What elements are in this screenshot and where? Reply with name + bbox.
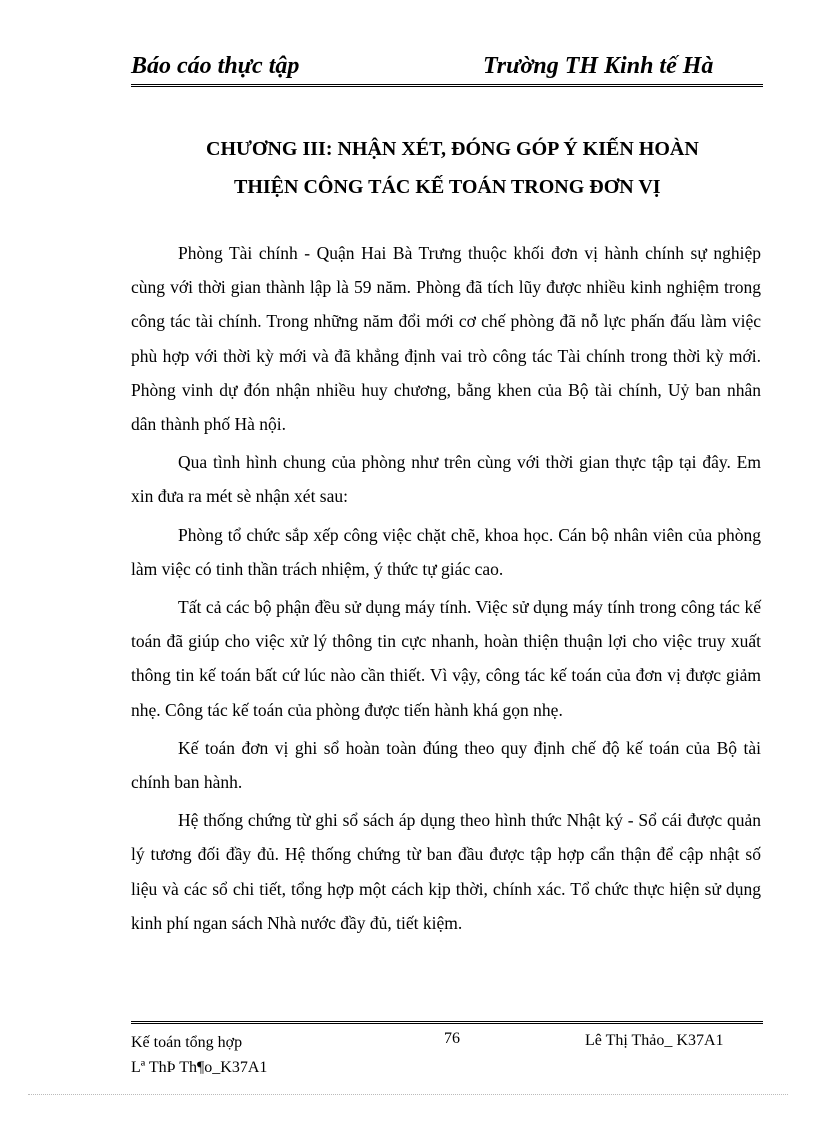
chapter-title xyxy=(140,130,780,206)
page-number: 76 xyxy=(444,1030,460,1047)
paragraph: Hệ thống chứng từ ghi sổ sách áp dụng theo hình thức Nhật ký - Sổ cái được quản lý tương đối đầy đủ. Hệ thống chứng từ ban đầu được tập hợp cẩn thận để cập nhật số liệu và các sổ chi tiết, tổng hợp một cách kịp thời, chính xác. Tổ chức thực hiện sử dụng kinh phí ngan sách Nhà nước đầy đủ, tiết kiệm. xyxy=(131,810,761,933)
paragraph: Kế toán đơn vị ghi sổ hoàn toàn đúng theo quy định chế độ kế toán của Bộ tài chính ban hành. xyxy=(131,737,761,793)
footer-left xyxy=(131,1030,267,1080)
page-bottom-divider xyxy=(28,1094,788,1095)
paragraph: Phòng tổ chức sắp xếp công việc chặt chẽ, khoa học. Cán bộ nhân viên của phòng làm việc có tinh thần trách nhiệm, ý thức tự giác cao. xyxy=(131,524,761,579)
paragraph: Tất cả các bộ phận đều sử dụng máy tính. Việc sử dụng máy tính trong công tác kế toán đã giúp cho việc xử lý thông tin cực nhanh, hoàn thiện thuận lợi cho việc truy xuất thông tin kế toán bất cứ lúc nào cần thiết. Vì vậy, công tác kế toán của đơn vị được giảm nhẹ. Công tác kế toán của phòng được tiến hành khá gọn nhẹ. xyxy=(131,597,761,720)
paragraph: Qua tình hình chung của phòng như trên cùng với thời gian thực tập tại đây. Em xin đưa ra mét sè nhận xét sau: xyxy=(131,452,761,507)
footer-department: Kế toán tổng hợp xyxy=(131,1034,243,1051)
footer-author-garbled: Lª ThÞ Th¶o_K37A1 xyxy=(131,1059,268,1076)
page-header xyxy=(131,50,763,87)
chapter-title-line-2: THIỆN CÔNG TÁC KẾ TOÁN TRONG ĐƠN VỊ xyxy=(234,176,661,198)
paragraph: Phòng Tài chính - Quận Hai Bà Trưng thuộc khối đơn vị hành chính sự nghiệp cùng với thời gian thành lập là 59 năm. Phòng đã tích lũy được nhiều kinh nghiệm trong công tác tài chính. Trong những năm đổi mới cơ chế phòng đã nỗ lực phấn đấu làm việc phù hợp với thời kỳ mới và đã khẳng định vai trò công tác Tài chính trong thời kỳ mới. Phòng vinh dự đón nhận nhiều huy chương, bằng khen của Bộ tài chính, Uỷ ban nhân dân thành phố Hà nội. xyxy=(131,243,761,435)
footer-author: Lê Thị Thảo_ K37A1 xyxy=(585,1032,724,1049)
page-footer xyxy=(131,1021,763,1076)
chapter-title-line-1: CHƯƠNG III: NHẬN XÉT, ĐÓNG GÓP Ý KIẾN HOÀN xyxy=(206,138,699,160)
header-report-title: Báo cáo thực tập xyxy=(131,53,300,79)
header-school-name: Trường TH Kinh tế Hà xyxy=(483,53,714,79)
body-text xyxy=(131,236,761,944)
